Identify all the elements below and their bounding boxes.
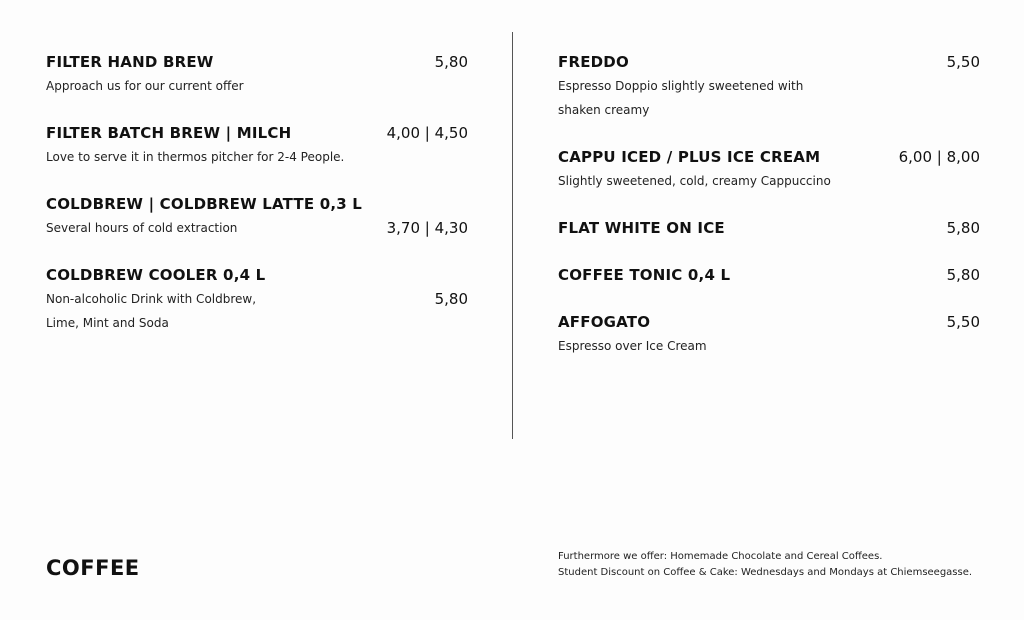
item-description: Love to serve it in thermos pitcher for 2-4 People. — [46, 150, 345, 164]
item-title: FILTER HAND BREW — [46, 53, 214, 71]
menu-item-filter-batch-brew — [46, 121, 468, 169]
item-title: CAPPU ICED / PLUS ICE CREAM — [558, 148, 821, 166]
item-title: COFFEE TONIC 0,4 L — [558, 266, 731, 284]
menu-item-filter-hand-brew — [46, 50, 468, 98]
footer-note — [558, 549, 972, 581]
footer-note-line: Student Discount on Coffee & Cake: Wednesdays and Mondays at Chiemseegasse. — [558, 567, 973, 578]
item-description: Non-alcoholic Drink with Coldbrew, — [46, 292, 257, 306]
item-title: COLDBREW COOLER 0,4 L — [46, 266, 266, 284]
item-description: shaken creamy — [558, 103, 650, 117]
column-divider — [512, 32, 513, 439]
menu-item-coldbrew — [46, 192, 468, 240]
item-price: 4,00 | 4,50 — [386, 124, 468, 142]
item-price: 5,80 — [946, 266, 980, 284]
item-title: AFFOGATO — [558, 313, 651, 331]
item-description: Several hours of cold extraction — [46, 221, 238, 235]
item-description: Slightly sweetened, cold, creamy Cappuccino — [558, 174, 831, 188]
item-price: 5,50 — [946, 313, 980, 331]
menu-item-coffee-tonic — [558, 263, 980, 287]
item-price: 5,80 — [946, 219, 980, 237]
item-description: Espresso over Ice Cream — [558, 339, 707, 353]
item-description: Espresso Doppio slightly sweetened with — [558, 79, 804, 93]
item-price: 5,50 — [946, 53, 980, 71]
item-description: Lime, Mint and Soda — [46, 316, 169, 330]
item-title: COLDBREW | COLDBREW LATTE 0,3 L — [46, 195, 363, 213]
item-price: 5,80 — [434, 53, 468, 71]
menu-item-coldbrew-cooler — [46, 263, 468, 335]
menu-column-left — [46, 50, 468, 330]
section-title: COFFEE — [46, 556, 140, 580]
footer-note-line: Furthermore we offer: Homemade Chocolate and Cereal Coffees. — [558, 551, 883, 562]
item-title: FILTER BATCH BREW | MILCH — [46, 124, 292, 142]
menu-item-freddo — [558, 50, 980, 122]
item-price: 5,80 — [434, 290, 468, 308]
item-description: Approach us for our current offer — [46, 79, 244, 93]
menu-item-cappu-iced — [558, 145, 980, 193]
menu-item-flat-white-on-ice — [558, 216, 980, 240]
item-title: FLAT WHITE ON ICE — [558, 219, 725, 237]
item-price: 3,70 | 4,30 — [386, 219, 468, 237]
menu-item-affogato — [558, 310, 980, 358]
item-price: 6,00 | 8,00 — [898, 148, 980, 166]
item-title: FREDDO — [558, 53, 629, 71]
